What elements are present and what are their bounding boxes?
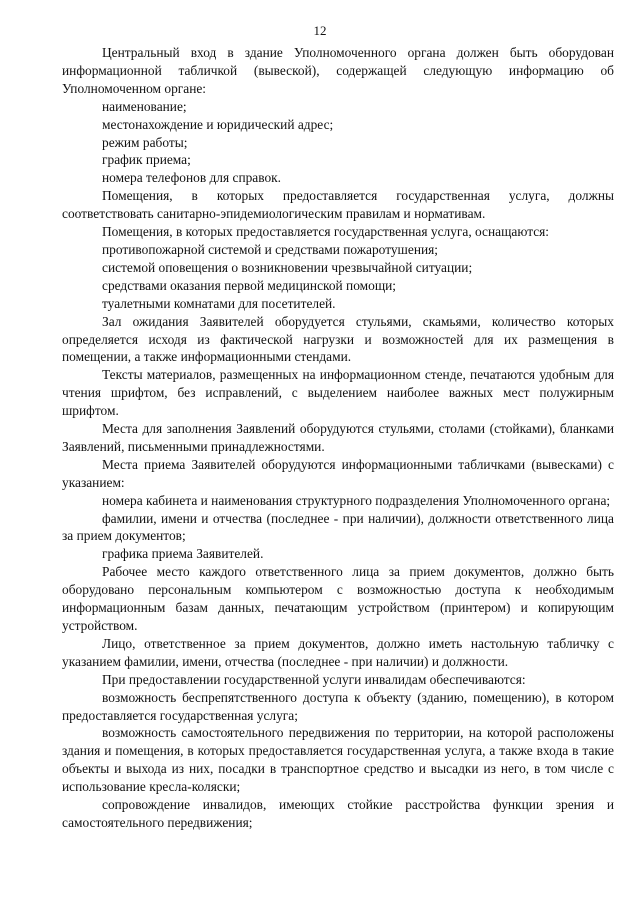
list-item: противопожарной системой и средствами пожаротушения; [102,241,439,257]
paragraph: Центральный вход в здание Уполномоченного органа должен быть оборудован информационной табличкой (вывеской), содержащей следующую информацию об Уполномоченном органе: [62,45,614,96]
paragraph: Лицо, ответственное за прием документов, должно иметь настольную табличку с указанием фамилии, имени, отчества (последнее - при наличии) и должности. [62,635,614,669]
paragraph: Места приема Заявителей оборудуются информационными табличками (вывесками) с указанием: [62,456,614,490]
paragraph: возможность самостоятельного передвижения по территории, на которой расположены здания и помещения, в которых предоставляется государственная услуга, а также входа в такие объекты и выхода из них, посадки в транспортное средство и высадки из него, в том числе с использование кресла-коляски; [62,725,614,795]
paragraph: фамилии, имени и отчества (последнее - при наличии), должности ответственного лица за прием документов; [62,510,614,544]
paragraph: сопровождение инвалидов, имеющих стойкие расстройства функции зрения и самостоятельного передвижения; [62,797,614,830]
list-item: график приема; [102,152,191,168]
document-body [62,44,614,832]
paragraph: номера кабинета и наименования структурного подразделения Уполномоченного органа; [102,492,611,508]
list-item: средствами оказания первой медицинской помощи; [102,277,397,293]
paragraph: графика приема Заявителей. [102,546,264,562]
list-item: системой оповещения о возникновении чрезвычайной ситуации; [102,259,473,275]
paragraph: Помещения, в которых предоставляется государственная услуга, оснащаются: [102,224,550,240]
paragraph: Зал ожидания Заявителей оборудуется стульями, скамьями, количество которых определяется исходя из фактической нагрузки и возможностей для их размещения в помещении, а также информационными стендами. [62,313,614,365]
list-item: туалетными комнатами для посетителей. [102,295,336,311]
page-number: 12 [313,23,327,38]
paragraph: Места для заполнения Заявлений оборудуются стульями, столами (стойками), бланками Заявлений, письменными принадлежностями. [62,421,614,454]
paragraph: возможность беспрепятственного доступа к объекту (зданию, помещению), в котором предоставляется государственная услуга; [62,689,614,723]
paragraph: Помещения, в которых предоставляется государственная услуга, должны соответствовать санитарно-эпидемиологическим правилам и нормативам. [62,188,614,222]
list-item: номера телефонов для справок. [102,170,282,186]
paragraph: Тексты материалов, размещенных на информационном стенде, печатаются удобным для чтения шрифтом, без исправлений, с выделением наиболее важных мест полужирным шрифтом. [62,367,614,419]
paragraph: Рабочее место каждого ответственного лица за прием документов, должно быть оборудовано персональным компьютером с возможностью доступа к необходимым информационным базам данных, печатающим устройством (принтером) и копирующим устройством. [62,564,614,633]
list-item: режим работы; [102,134,188,150]
list-item: местонахождение и юридический адрес; [102,116,334,132]
list-item: наименование; [102,98,187,114]
paragraph: При предоставлении государственной услуги инвалидам обеспечиваются: [102,671,526,687]
